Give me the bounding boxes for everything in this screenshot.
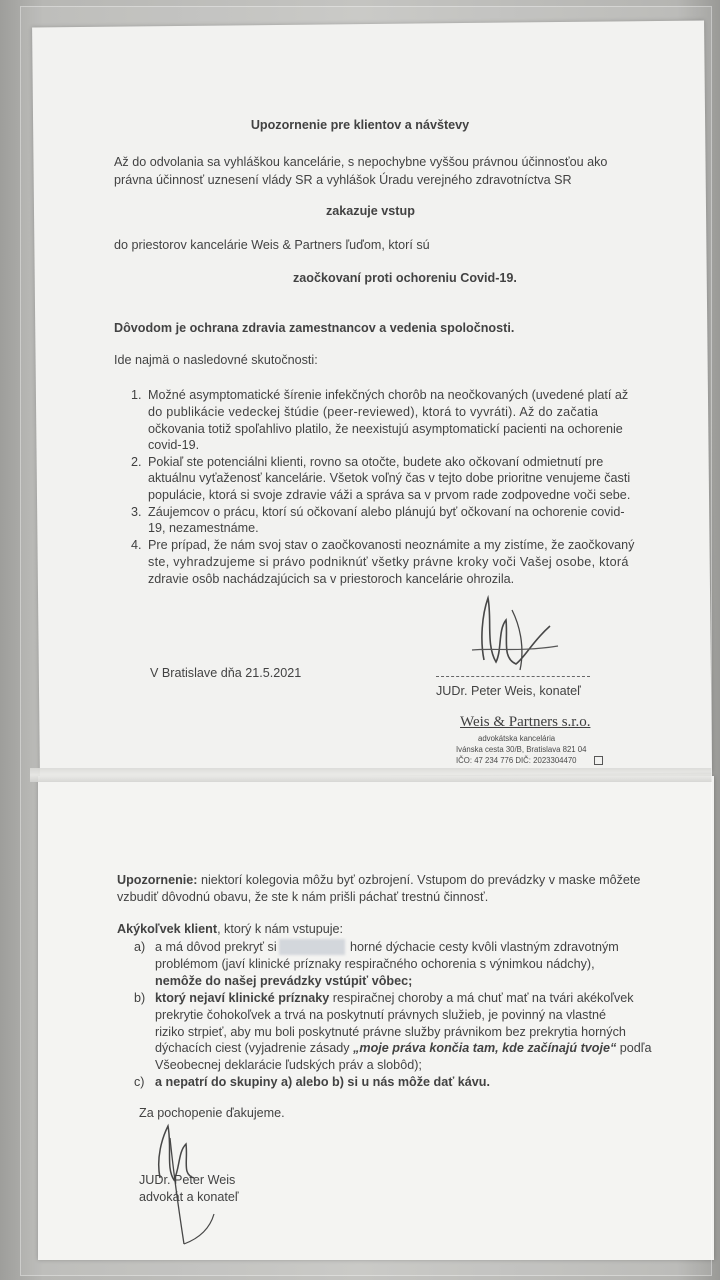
item-2-line-3: populácie, ktorá si svoje zdravie váži a správa sa v prvom rade zodpovedne voči sebe. <box>148 488 631 502</box>
plastic-sleeve <box>20 6 712 1276</box>
option-b-line-1: ktorý nejaví klinické príznaky respiračnej choroby a má chuť mať na tvári akékoľvek <box>155 991 634 1005</box>
option-b-line-3: riziko strpieť, aby mu boli poskytnuté právne služby právnikom bez prekrytia horných <box>155 1025 626 1039</box>
option-c-label: c) <box>134 1075 145 1089</box>
item-1-number: 1. <box>131 388 142 402</box>
option-b-line-5: Všeobecnej deklarácie ľudských práv a slobôd); <box>155 1058 422 1072</box>
notice-title: Upozornenie pre klientov a návštevy <box>250 118 470 132</box>
warning-line-2: vzbudiť dôvodnú obavu, že ste k nám prišli páchať trestnú činnosť. <box>117 890 489 904</box>
any-client-line: Akýkoľvek klient, ktorý k nám vstupuje: <box>117 922 344 936</box>
signer-name: JUDr. Peter Weis <box>139 1173 236 1187</box>
item-1-line-3: očkovania totiž spoľahlivo platilo, že neexistujú asymptomatickí pacienti na ochorenie <box>148 422 623 436</box>
item-3-number: 3. <box>131 505 142 519</box>
stamp-company-name: Weis & Partners s.r.o. <box>460 714 591 730</box>
item-4-line-1: Pre prípad, že nám svoj stav o zaočkovanosti neoznámite a my zistíme, že zaočkovaný <box>148 538 635 552</box>
ban-line: do priestorov kancelárie Weis & Partners ľuďom, ktorí sú <box>114 238 430 252</box>
stamp-company-type: advokátska kancelária <box>478 734 556 743</box>
item-2-line-1: Pokiaľ ste potenciálni klienti, rovno sa otočte, budete ako očkovaní odmietnutí pre <box>148 455 604 469</box>
facts-intro: Ide najmä o nasledovné skutočnosti: <box>114 353 318 367</box>
ban-heading: zakazuje vstup <box>326 204 415 218</box>
stamp-address: Ivánska cesta 30/B, Bratislava 821 04 <box>456 745 587 754</box>
item-1-line-1: Možné asymptomatické šírenie infekčných chorôb na neočkovaných (uvedené platí až <box>148 388 629 402</box>
option-b-line-2: prekrytie čohokoľvek a trvá na poskytnutí právnych služieb, je povinný na vlastné <box>155 1008 606 1022</box>
option-a-line-1-post: horné dýchacie cesty kvôli vlastným zdravotným <box>350 940 619 954</box>
item-1-line-4: covid-19. <box>148 438 200 452</box>
intro-line-2: právna účinnosť uznesení vlády SR a vyhlášok Úradu verejného zdravotníctva SR <box>114 173 572 187</box>
intro-line-1: Až do odvolania sa vyhláškou kancelárie, s nepochybne vyššou právnou účinnosťou ako <box>114 155 608 169</box>
item-3-line-1: Záujemcov o prácu, ktorí sú očkovaní alebo plánujú byť očkovaní na ochorenie covid- <box>148 505 625 519</box>
option-c-line: a nepatrí do skupiny a) alebo b) si u nás môže dať kávu. <box>155 1075 490 1089</box>
thanks-line: Za pochopenie ďakujeme. <box>139 1106 285 1120</box>
option-b-line-4: dýchacích ciest (vyjadrenie zásady „moje práva končia tam, kde začínajú tvoje“ podľa <box>155 1041 652 1055</box>
option-a-line-2: problémom (javí klinické príznaky respiračného ochorenia s výnimkou nádchy), <box>155 957 595 971</box>
item-3-line-2: 19, nezamestnáme. <box>148 521 259 535</box>
option-a-line-3: nemôže do našej prevádzky vstúpiť vôbec; <box>155 974 413 988</box>
item-2-line-2: aktuálnu vyťaženosť kancelárie. Všetok voľný čas v tejto dobe prioritne venujeme časti <box>148 471 631 485</box>
place-date: V Bratislave dňa 21.5.2021 <box>150 666 302 680</box>
option-a-line-1-pre: a má dôvod prekryť si <box>155 940 277 954</box>
option-a-label: a) <box>134 940 146 954</box>
option-b-label: b) <box>134 991 146 1005</box>
item-4-line-3: zdravie osôb nachádzajúcich sa v priestoroch kancelárie ohrozila. <box>148 572 515 586</box>
item-4-number: 4. <box>131 538 142 552</box>
item-1-line-2: do publikácie vedeckej štúdie (peer-reviewed), ktorá to vyvráti). Až do začatia <box>148 405 599 419</box>
warning-line-1: Upozornenie: niektorí kolegovia môžu byť ozbrojení. Vstupom do prevádzky v maske môžete <box>117 873 641 887</box>
vaccinated-line: zaočkovaní proti ochoreniu Covid-19. <box>293 271 517 285</box>
signatory-name: JUDr. Peter Weis, konateľ <box>436 684 581 698</box>
signer-role: advokát a konateľ <box>139 1190 239 1204</box>
item-2-number: 2. <box>131 455 142 469</box>
reason-line: Dôvodom je ochrana zdravia zamestnancov a vedenia spoločnosti. <box>114 321 515 335</box>
item-4-line-2: ste, vyhradzujeme si právo podniknúť všetky právne kroky voči Vašej osobe, ktorá <box>148 555 629 569</box>
stamp-ids: IČO: 47 234 776 DIČ: 2023304470 <box>456 756 577 765</box>
